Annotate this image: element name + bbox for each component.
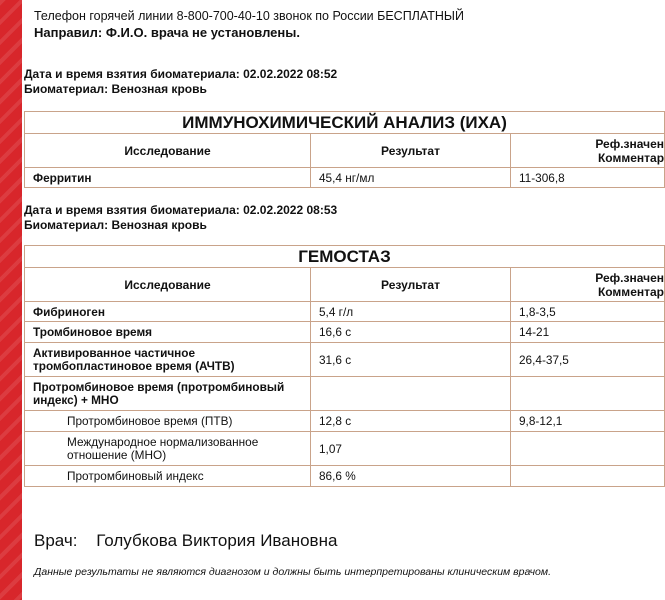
test-result: 31,6 с xyxy=(311,343,511,377)
test-name: Активированное частичное тромбопластиновое время (АЧТВ) xyxy=(25,343,311,377)
test-reference: 1,8-3,5 xyxy=(511,302,665,322)
test-reference xyxy=(511,432,665,466)
table-row xyxy=(25,377,665,411)
section2-meta xyxy=(24,203,337,233)
column-header-reference xyxy=(511,134,665,168)
test-reference: 14-21 xyxy=(511,322,665,343)
column-header-reference xyxy=(511,268,665,302)
table-row xyxy=(25,466,665,487)
left-red-stripe xyxy=(0,0,22,600)
iha-results-table xyxy=(24,111,665,188)
column-header-reference-line1: Реф.значен xyxy=(595,136,665,151)
column-header-reference-line1: Реф.значен xyxy=(595,270,664,285)
table-row xyxy=(25,322,665,343)
column-header-test: Исследование xyxy=(25,268,311,302)
test-reference xyxy=(511,466,665,487)
column-header-reference-line2: Комментар xyxy=(597,150,665,165)
test-reference: 26,4-37,5 xyxy=(511,343,665,377)
test-name: Протромбиновый индекс xyxy=(25,466,311,487)
doctor-name: Голубкова Виктория Ивановна xyxy=(96,531,338,550)
column-header-result: Результат xyxy=(311,268,511,302)
test-result: 86,6 % xyxy=(311,466,511,487)
referrer-text: Направил: Ф.И.О. врача не установлены. xyxy=(34,25,300,40)
section1-datetime: Дата и время взятия биоматериала: 02.02.2022 08:52 xyxy=(24,67,338,81)
test-result: 16,6 с xyxy=(311,322,511,343)
hemostasis-table-title: ГЕМОСТАЗ xyxy=(25,246,665,268)
column-header-reference-line2: Комментар xyxy=(597,284,664,299)
test-reference xyxy=(511,377,665,411)
table-row xyxy=(25,411,665,432)
test-reference: 11-306,8 xyxy=(511,168,665,188)
test-name: Тромбиновое время xyxy=(25,322,311,343)
test-name: Протромбиновое время (ПТВ) xyxy=(25,411,311,432)
column-header-test: Исследование xyxy=(25,134,311,168)
section2-biomaterial: Биоматериал: Венозная кровь xyxy=(24,218,207,232)
iha-table-title: ИММУНОХИМИЧЕСКИЙ АНАЛИЗ (ИХА) xyxy=(25,112,665,134)
test-group-name: Протромбиновое время (протромбиновый индекс) + МНО xyxy=(25,377,311,411)
disclaimer-text: Данные результаты не являются диагнозом и должны быть интерпретированы клиническим врачом. xyxy=(34,566,552,578)
column-header-result: Результат xyxy=(311,134,511,168)
section2-datetime: Дата и время взятия биоматериала: 02.02.2022 08:53 xyxy=(24,203,338,217)
table-row xyxy=(25,432,665,466)
hotline-text: Телефон горячей линии 8-800-700-40-10 звонок по России БЕСПЛАТНЫЙ xyxy=(34,9,464,23)
test-result: 45,4 нг/мл xyxy=(311,168,511,188)
test-name: Ферритин xyxy=(25,168,311,188)
hemostasis-results-table xyxy=(24,245,665,487)
section1-meta xyxy=(24,67,337,97)
table-row xyxy=(25,302,665,322)
test-name: Фибриноген xyxy=(25,302,311,322)
test-result: 5,4 г/л xyxy=(311,302,511,322)
table-row xyxy=(25,168,665,188)
test-name: Международное нормализованное отношение (МНО) xyxy=(25,432,311,466)
test-result: 12,8 с xyxy=(311,411,511,432)
doctor-signature-line xyxy=(34,531,337,551)
doctor-label: Врач: xyxy=(34,531,78,550)
lab-report-page xyxy=(22,0,665,600)
section1-biomaterial: Биоматериал: Венозная кровь xyxy=(24,82,207,96)
table-row xyxy=(25,343,665,377)
test-reference: 9,8-12,1 xyxy=(511,411,665,432)
test-result xyxy=(311,377,511,411)
test-result: 1,07 xyxy=(311,432,511,466)
